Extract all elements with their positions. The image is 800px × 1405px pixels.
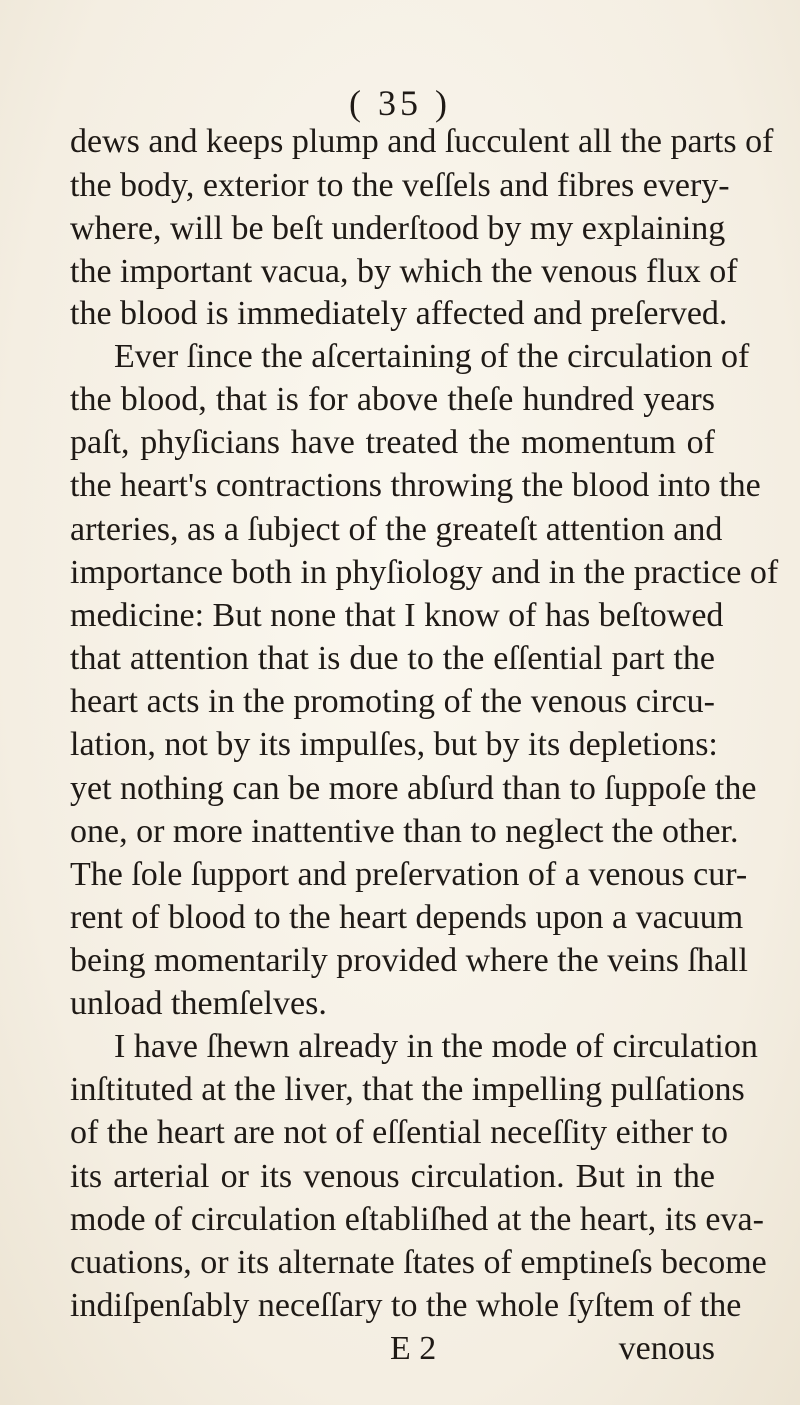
- catchword: venous: [618, 1330, 715, 1367]
- text-line: medicine: But none that I know of has beſtowed: [70, 597, 724, 634]
- text-line: dews and keeps plump and ſucculent all the parts of: [70, 123, 774, 160]
- text-line: the body, exterior to the veſſels and fibres every-: [70, 167, 730, 204]
- text-line: the blood is immediately affected and preſerved.: [70, 295, 728, 332]
- text-line: lation, not by its impulſes, but by its depletions:: [70, 726, 718, 763]
- text-line: paſt, phyſicians have treated the momentum of: [70, 424, 715, 461]
- text-line: heart acts in the promoting of the venous circu-: [70, 683, 715, 720]
- paragraph-start-line: I have ſhewn already in the mode of circulation: [114, 1028, 758, 1065]
- text-line: mode of circulation eſtabliſhed at the heart, its eva-: [70, 1201, 764, 1238]
- text-line: the heart's contractions throwing the blood into the: [70, 467, 761, 504]
- text-line: its arterial or its venous circulation. But in the: [70, 1158, 715, 1195]
- text-line: arteries, as a ſubject of the greateſt attention and: [70, 511, 723, 548]
- text-line: one, or more inattentive than to neglect the other.: [70, 813, 739, 850]
- text-line: inſtituted at the liver, that the impelling pulſations: [70, 1071, 745, 1108]
- text-line: the important vacua, by which the venous flux of: [70, 253, 738, 290]
- text-line: unload themſelves.: [70, 985, 327, 1022]
- signature-mark: E 2: [390, 1330, 437, 1367]
- text-line: rent of blood to the heart depends upon a vacuum: [70, 899, 744, 936]
- text-line: the blood, that is for above theſe hundred years: [70, 381, 715, 418]
- text-line: being momentarily provided where the veins ſhall: [70, 942, 748, 979]
- text-line: cuations, or its alternate ſtates of emptineſs become: [70, 1244, 767, 1281]
- text-line: yet nothing can be more abſurd than to ſuppoſe the: [70, 770, 757, 807]
- text-line: importance both in phyſiology and in the practice of: [70, 554, 779, 591]
- text-line: indiſpenſably neceſſary to the whole ſyſtem of the: [70, 1287, 742, 1324]
- footer-line: [70, 1327, 715, 1371]
- text-line: of the heart are not of eſſential neceſſity either to: [70, 1114, 728, 1151]
- text-line: The ſole ſupport and preſervation of a venous cur-: [70, 856, 748, 893]
- paragraph-start-line: Ever ſince the aſcertaining of the circulation of: [114, 338, 750, 375]
- text-line: that attention that is due to the eſſential part the: [70, 640, 715, 677]
- page-number: ( 35 ): [349, 83, 451, 123]
- text-line: where, will be beſt underſtood by my explaining: [70, 210, 726, 247]
